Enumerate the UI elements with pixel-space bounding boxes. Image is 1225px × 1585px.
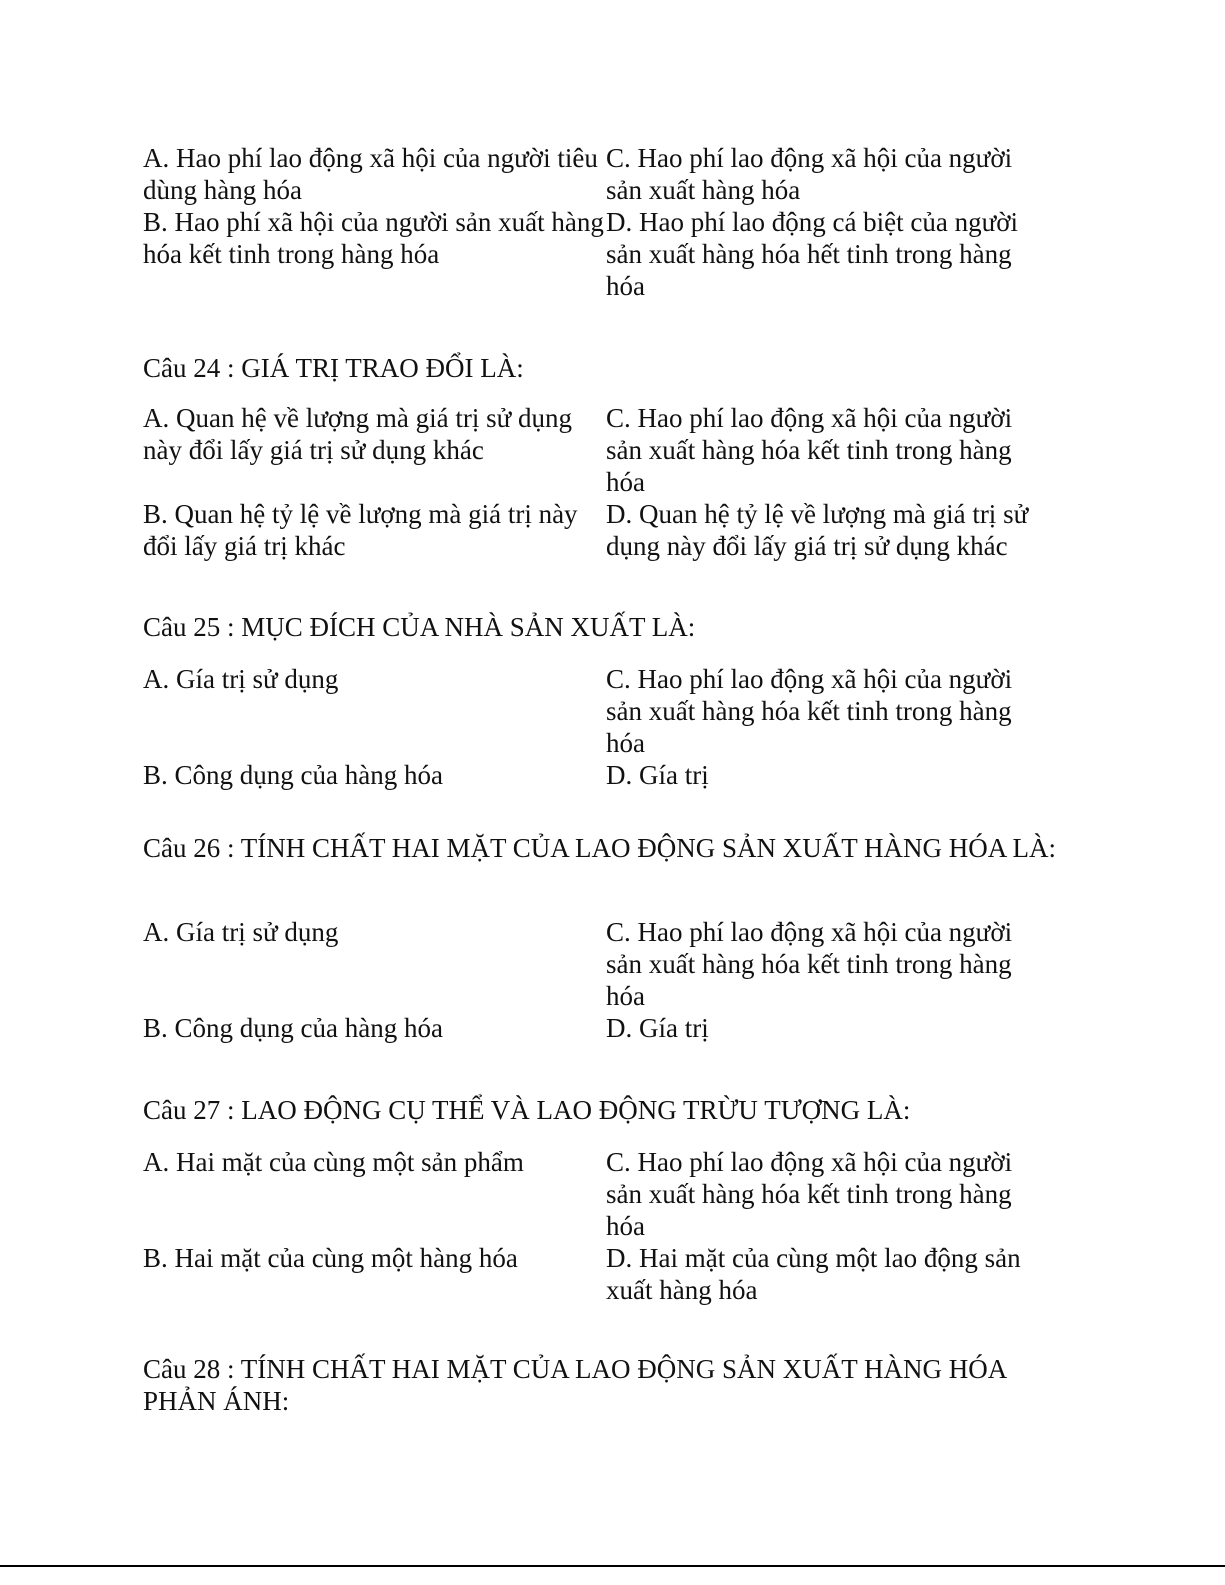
q24-question: Câu 24 : GIÁ TRỊ TRAO ĐỔI LÀ: <box>143 353 524 383</box>
page-bottom-edge <box>0 1565 1225 1567</box>
q27-option-c: C. Hao phí lao động xã hội của người sản xuất hàng hóa kết tinh trong hàng hóa <box>606 1147 1013 1241</box>
q23-options <box>143 142 1063 302</box>
q24-option-a: A. Quan hệ về lượng mà giá trị sử dụng này đổi lấy giá trị sử dụng khác <box>143 403 572 465</box>
q23-option-a: A. Hao phí lao động xã hội của người tiêu dùng hàng hóa <box>143 143 598 205</box>
q25-option-a: A. Gía trị sử dụng <box>143 664 339 694</box>
q27-option-b: B. Hai mặt của cùng một hàng hóa <box>143 1243 518 1273</box>
q25-options <box>143 663 1063 791</box>
q27-option-a: A. Hai mặt của cùng một sản phẩm <box>143 1147 524 1177</box>
q24-options <box>143 402 1063 562</box>
q23-option-d: D. Hao phí lao động cá biệt của người sản xuất hàng hóa hết tinh trong hàng hóa <box>606 207 1019 301</box>
q27-option-d: D. Hai mặt của cùng một lao động sản xuất hàng hóa <box>606 1243 1021 1305</box>
q25-option-b: B. Công dụng của hàng hóa <box>143 760 443 790</box>
q26-option-b: B. Công dụng của hàng hóa <box>143 1013 443 1043</box>
q23-option-b: B. Hao phí xã hội của người sản xuất hàng hóa kết tinh trong hàng hóa <box>143 207 604 269</box>
q26-option-a: A. Gía trị sử dụng <box>143 917 339 947</box>
q24-option-b: B. Quan hệ tỷ lệ về lượng mà giá trị này đổi lấy giá trị khác <box>143 499 578 561</box>
q26-option-c: C. Hao phí lao động xã hội của người sản xuất hàng hóa kết tinh trong hàng hóa <box>606 917 1013 1011</box>
q26-question: Câu 26 : TÍNH CHẤT HAI MẶT CỦA LAO ĐỘNG SẢN XUẤT HÀNG HÓA LÀ: <box>143 833 1057 863</box>
q23-option-c: C. Hao phí lao động xã hội của người sản xuất hàng hóa <box>606 143 1013 205</box>
q24-option-d: D. Quan hệ tỷ lệ về lượng mà giá trị sử dụng này đổi lấy giá trị sử dụng khác <box>606 499 1029 561</box>
q25-option-c: C. Hao phí lao động xã hội của người sản xuất hàng hóa kết tinh trong hàng hóa <box>606 664 1013 758</box>
q25-option-d: D. Gía trị <box>606 760 709 790</box>
q28-question: Câu 28 : TÍNH CHẤT HAI MẶT CỦA LAO ĐỘNG SẢN XUẤT HÀNG HÓA PHẢN ÁNH: <box>143 1354 1006 1416</box>
q24-option-c: C. Hao phí lao động xã hội của người sản xuất hàng hóa kết tinh trong hàng hóa <box>606 403 1013 497</box>
q26-option-d: D. Gía trị <box>606 1013 709 1043</box>
q25-question: Câu 25 : MỤC ĐÍCH CỦA NHÀ SẢN XUẤT LÀ: <box>143 612 696 642</box>
q27-question: Câu 27 : LAO ĐỘNG CỤ THỂ VÀ LAO ĐỘNG TRỪU TƯỢNG LÀ: <box>143 1095 911 1125</box>
q26-options <box>143 916 1063 1044</box>
q27-options <box>143 1146 1063 1306</box>
